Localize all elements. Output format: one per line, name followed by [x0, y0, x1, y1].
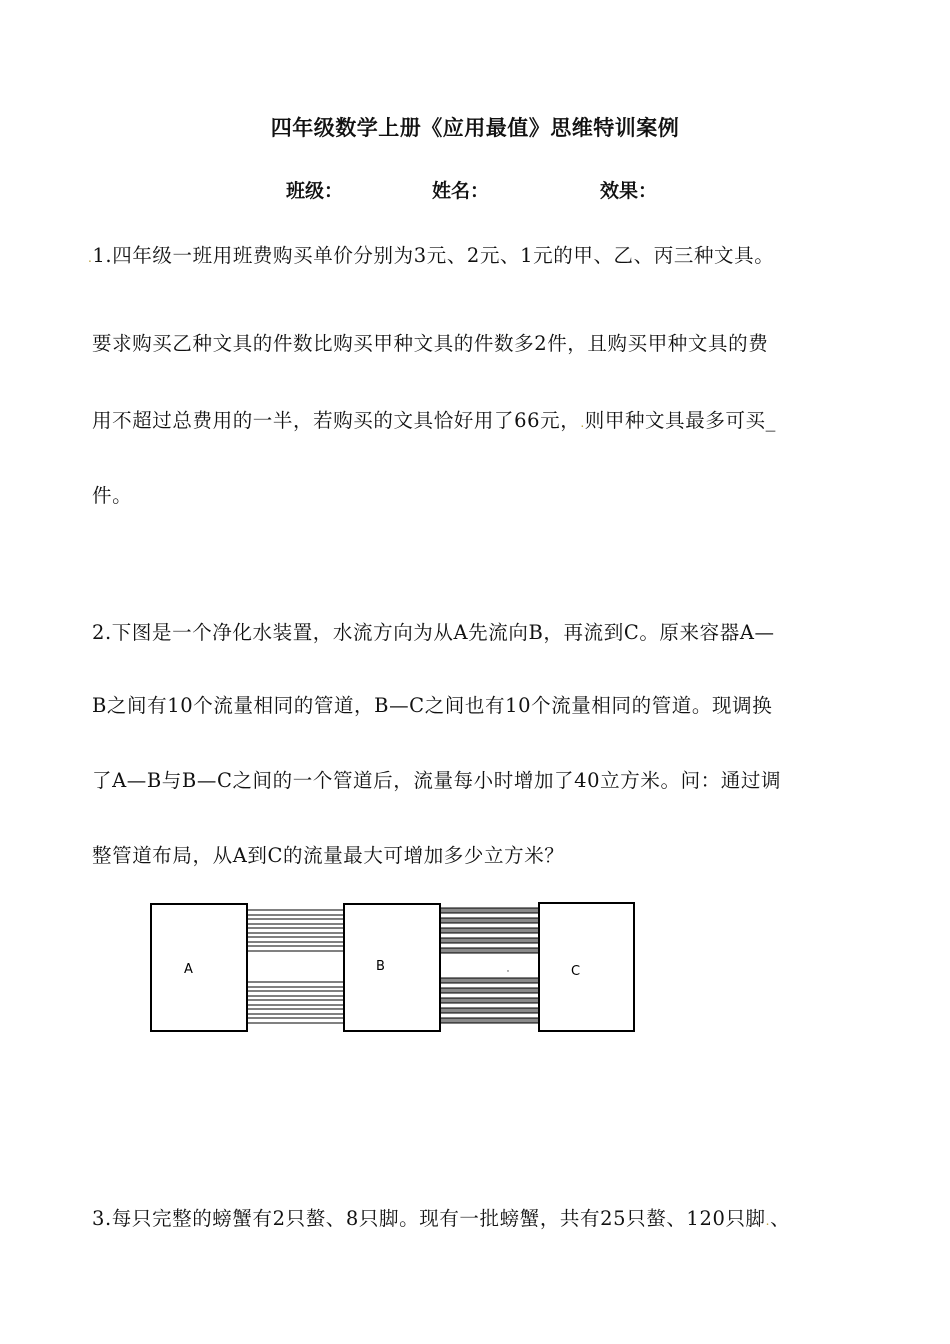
problem-1-line-2: 要求购买乙种文具的件数比购买甲种文具的件数多2件，且购买甲种文具的费	[92, 332, 769, 355]
name-label: 姓名：	[432, 180, 490, 202]
problem-1-line-1: .1.四年级一班用班费购买单价分别为3元、2元、1元的甲、乙、丙三种文具。	[88, 244, 775, 267]
label-a: A	[184, 962, 193, 977]
page-title: 四年级数学上册《应用最值》思维特训案例	[270, 116, 680, 140]
problem-3-line-1: 3.每只完整的螃蟹有2只螯、8只脚。现有一批螃蟹，共有25只螯、120只脚.、	[92, 1207, 791, 1230]
bc-pipe-6	[440, 978, 539, 983]
problem-1-line-3: 用不超过总费用的一半，若购买的文具恰好用了66元，.则甲种文具最多可买_	[92, 409, 777, 432]
ab-pipes	[247, 910, 344, 1023]
ab-pipe-3	[247, 928, 344, 933]
bc-pipe-7	[440, 988, 539, 993]
ab-pipe-8	[247, 1000, 344, 1005]
problem-2-line-1: 2.下图是一个净化水装置，水流方向为从A先流向B，再流到C。原来容器A—	[92, 621, 775, 644]
bc-pipe-2	[440, 918, 539, 923]
container-c	[539, 903, 634, 1031]
ab-pipe-4	[247, 937, 344, 942]
margin-dot: .	[88, 251, 93, 265]
margin-dot: .	[580, 416, 585, 430]
label-b: B	[376, 959, 385, 974]
problem-2-line-2: B之间有10个流量相同的管道，B—C之间也有10个流量相同的管道。现调换	[92, 694, 773, 717]
ab-pipe-5	[247, 946, 344, 951]
container-a	[151, 904, 247, 1031]
ab-pipe-6	[247, 982, 344, 987]
result-label: 效果：	[600, 180, 658, 202]
bc-pipe-3	[440, 928, 539, 933]
ab-pipe-10	[247, 1018, 344, 1023]
label-c: C	[571, 964, 581, 979]
ab-pipe-2	[247, 919, 344, 924]
problem-2-line-4: 整管道布局，从A到C的流量最大可增加多少立方米？	[92, 844, 565, 867]
problem-1-line-4: 件。	[92, 484, 133, 507]
stray-dot	[507, 970, 508, 971]
bc-pipe-9	[440, 1008, 539, 1013]
problem-2-line-3: 了A—B与B—C之间的一个管道后，流量每小时增加了40立方米。问：通过调	[92, 769, 782, 792]
bc-pipe-5	[440, 948, 539, 953]
margin-dot: .	[765, 1214, 771, 1228]
bc-pipe-8	[440, 998, 539, 1003]
bc-pipe-1	[440, 908, 539, 913]
ab-pipe-9	[247, 1009, 344, 1014]
ab-pipe-7	[247, 991, 344, 996]
bc-pipe-10	[440, 1018, 539, 1023]
class-label: 班级：	[286, 180, 344, 202]
ab-pipe-1	[247, 910, 344, 915]
bc-pipes	[440, 908, 539, 1023]
container-b	[344, 904, 440, 1031]
bc-pipe-4	[440, 938, 539, 943]
water-purifier-diagram	[150, 900, 640, 1035]
